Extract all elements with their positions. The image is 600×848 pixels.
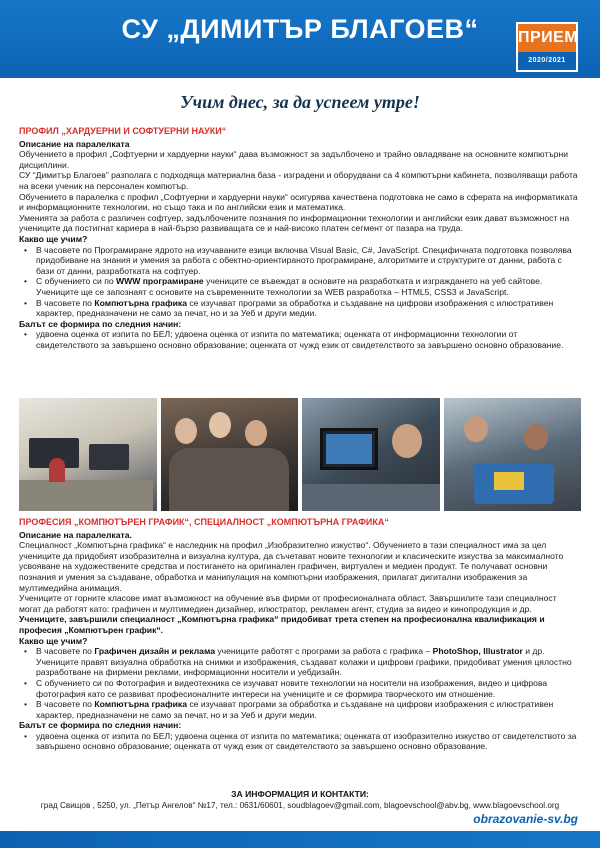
section1-learn-heading: Какво ще учим? <box>19 233 88 244</box>
list-item: • В часовете по Компютърна графика се изучават програми за обработка и създаване на цифрови изображения с илюстративен характер, предназначени не само за печат, но и за Уеб и други медии. <box>36 298 581 319</box>
admission-badge <box>516 22 578 72</box>
list-item: • С обучението си по Фотография и видеотехника се изучават новите технологии на носители на изображения, видео и цифрова фотография като се развиват професионалните интереси на учениците и се формира творческото им отношение. <box>36 678 581 699</box>
students-photo <box>161 398 299 511</box>
section2-learn-list <box>19 646 581 720</box>
section1-paragraph: Обучението в паралелка с профил „Софтуерни и хардуерни науки“ осигурява качествена подготовка не само в сферата на информатиката и информационните технологии, но също така и по английски език и математика. <box>19 191 578 213</box>
list-item: • удвоена оценка от изпита по БЕЛ; удвоена оценка от изпита по математика; оценката от информационни технологии от свидетелството за завършено основно образование; оценката от чужд език от свидетелството за завършено основно образование. <box>36 329 581 350</box>
section2-paragraph: Учениците от горните класове имат възможност на обучение във фирми от професионалната област. Завършилите тази специалност могат да работят като: графичен и мултимедиен дизайнер, илюстратор, рекламен агент, студиа за видео и кинопродукция и др. <box>19 593 557 614</box>
section1-paragraph: Обучението в профил „Софтуерни и хардуерни науки“ дава възможност за задълбочено и трайно овладяване на основните компютърни дисциплини. <box>19 149 569 170</box>
computer-lab-photo <box>302 398 440 511</box>
list-item: • В часовете по Графичен дизайн и реклама учениците работят с програми за работа с графика – PhotoShop, Illustrator и др. Учениците правят визуална обработка на снимки и изображения, създават колажи и цифрови графики, придобиват умения цялостно разработване на фирмени реклами, информационни носители и уебдизайн. <box>36 646 581 678</box>
footer-site-link[interactable]: obrazovanie-sv.bg <box>473 812 578 826</box>
section2-qualification: Учениците, завършили специалност „Компютърна графика“ придобиват трета степен на професионална квалификация и професия „Компютърен график“. <box>19 614 545 635</box>
section2-title: ПРОФЕСИЯ „КОМПЮТЪРЕН ГРАФИК“, СПЕЦИАЛНОСТ „КОМПЮТЪРНА ГРАФИКА“ <box>19 517 389 527</box>
section2-desc-heading: Описание на паралелката. <box>19 529 132 540</box>
section2-ball-heading: Балът се формира по следния начин: <box>19 720 182 731</box>
section-computer-graphics <box>19 517 581 752</box>
section1-ball-list <box>19 329 581 350</box>
header-banner <box>0 0 600 78</box>
badge-label: ПРИЕМ <box>518 24 576 52</box>
footer-bar <box>0 831 600 848</box>
section1-paragraph: СУ “Димитър Благоев” разполага с подходяща материална база - изградени и оборудвани са 4 компютърни кабинета, позволяващи работа на всеки ученик на персонален компютър. <box>19 170 578 191</box>
section2-ball-list <box>19 731 581 752</box>
badge-year: 2020/2021 <box>528 57 566 64</box>
section1-paragraph: Уменията за работа с различен софтуер, задълбочените познания по информационни технологии и английски език дават възможност на учениците да постигнат кариера в най-бързо развиващата се и най-високо платен сегмент от пазара на труда. <box>19 212 570 234</box>
section1-ball-heading: Балът се формира по следния начин: <box>19 318 182 329</box>
section1-desc-heading: Описание на паралелката <box>19 138 130 149</box>
photo-strip <box>19 398 581 511</box>
robotics-photo <box>444 398 582 511</box>
section-profile-software <box>19 126 581 350</box>
list-item: • удвоена оценка от изпита по БЕЛ; удвоена оценка от изпита по математика; оценката от изобразително изкуство от свидетелството за завършено основно образование; оценката от чужд език от свидетелството за завършено основно образование. <box>36 731 581 752</box>
list-item: • В часовете по Компютърна графика се изучават програми за обработка и създаване на цифрови изображения с илюстративен характер, предназначени не само за печат, но и за Уеб и други медии. <box>36 699 581 720</box>
section1-learn-list <box>19 245 581 319</box>
list-item: • В часовете по Програмиране ядрото на изучаваните езици включва Visual Basic, C#, JavaScript. Специфичната подготовка позволява придобиване на знания и умения за работа с обектно-ориентираното програмиране, алгоритмите и структурите от данни, работа с бази от данни, разработката на софтуер. <box>36 245 581 277</box>
section1-title: ПРОФИЛ „ХАРДУЕРНИ И СОФТУЕРНИ НАУКИ“ <box>19 126 227 136</box>
school-title: СУ „ДИМИТЪР БЛАГОЕВ“ <box>121 14 479 44</box>
footer-title: ЗА ИНФОРМАЦИЯ И КОНТАКТИ: <box>231 789 369 799</box>
slogan: Учим днес, за да успеем утре! <box>180 92 420 112</box>
classroom-photo <box>19 398 157 511</box>
section2-learn-heading: Какво ще учим? <box>19 635 88 646</box>
list-item: • С обучението си по WWW програмиране учениците се въвеждат в основите на разработката и изграждането на уеб сайтове. Учениците ще се запознаят с основите на съвременните технологии за WEB разработка – HTML5, CSS3 и JavaScript. <box>36 276 581 297</box>
footer-contact[interactable]: град Свищов , 5250, ул. „Петър Ангелов“ №17, тел.: 0631/60601, soudblagoev@gmail.com, blagoevschool@abv.bg, www.blagoevschool.org <box>40 801 560 810</box>
section2-paragraph: Специалност „Компютърна графика“ е наследник на профил „Изобразително изкуство“. Обучението в тази специалност има за цел учениците да придобият изобразителна и визуална култура, да съчетават новите технологии и класическите изкуства за максималното усвояване на художествените средства и постигането на оригинален графичен, виртуален и медиен продукт. Те получават основни познания и умения за създаване, обработка и манипулация на компютърни изображения, прилагат дигитални изображения за мултимедийна анимация. <box>19 540 564 593</box>
